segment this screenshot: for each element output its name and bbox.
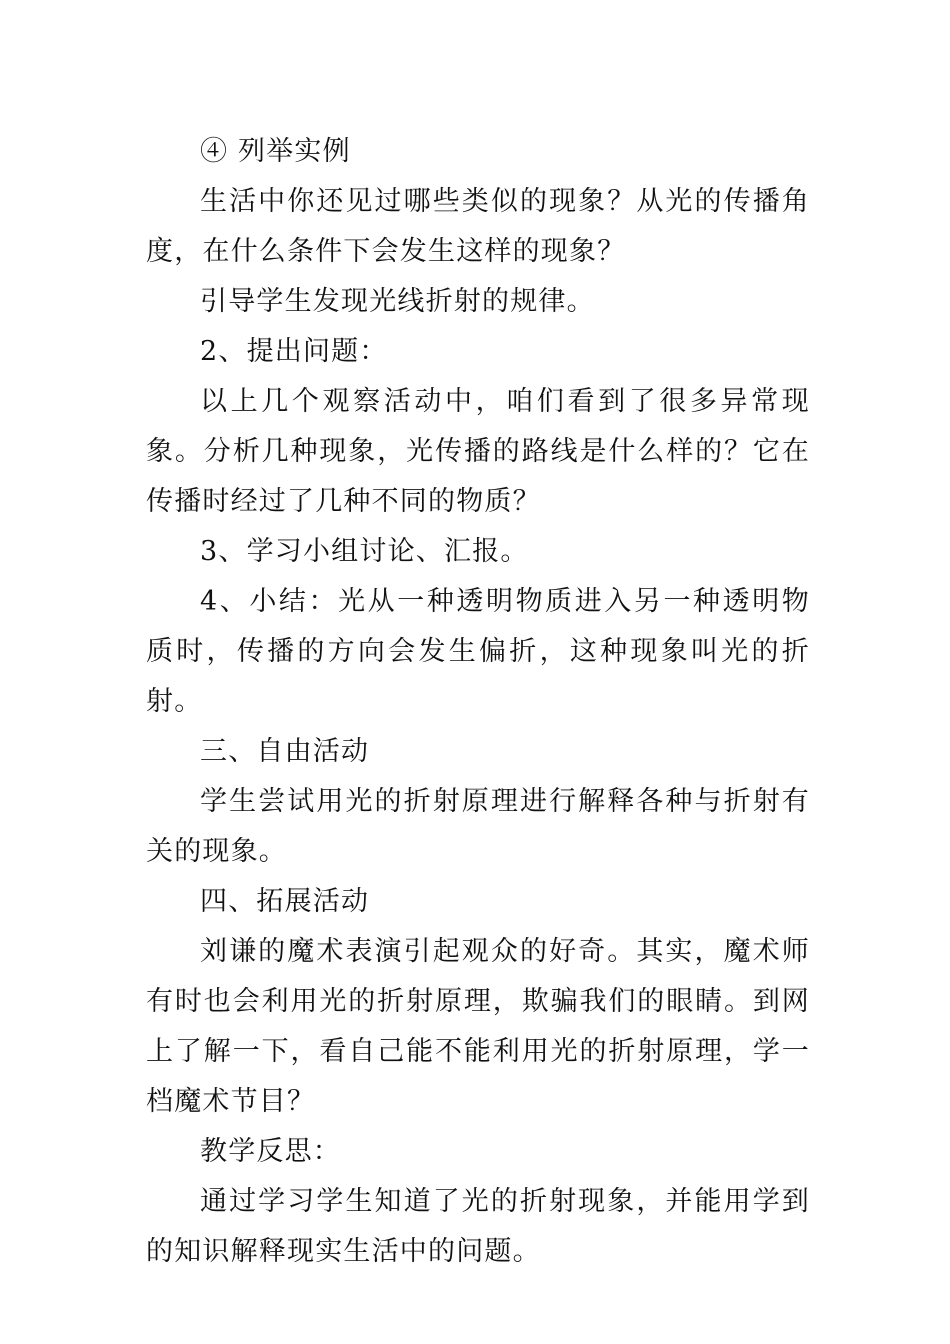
- body-paragraph: 生活中你还见过哪些类似的现象？从光的传播角度，在什么条件下会发生这样的现象？: [146, 186, 810, 267]
- body-paragraph: 4、小结：光从一种透明物质进入另一种透明物质时，传播的方向会发生偏折，这种现象叫光的折射。: [146, 586, 810, 717]
- body-paragraph: 刘谦的魔术表演引起观众的好奇。其实，魔术师有时也会利用光的折射原理，欺骗我们的眼睛。到网上了解一下，看自己能不能利用光的折射原理，学一档魔术节目？: [146, 936, 810, 1117]
- document-body: [146, 127, 810, 1277]
- step-heading: 2、提出问题：: [200, 336, 388, 367]
- body-paragraph: 学生尝试用光的折射原理进行解释各种与折射有关的现象。: [146, 786, 810, 867]
- section-heading: 四、拓展活动: [200, 886, 370, 917]
- body-paragraph: 引导学生发现光线折射的规律。: [200, 286, 595, 317]
- step-heading: 3、学习小组讨论、汇报。: [200, 536, 529, 567]
- body-paragraph: 以上几个观察活动中，咱们看到了很多异常现象。分析几种现象，光传播的路线是什么样的？它在传播时经过了几种不同的物质？: [146, 386, 810, 517]
- body-paragraph: 通过学习学生知道了光的折射现象，并能用学到的知识解释现实生活中的问题。: [146, 1186, 810, 1267]
- section-heading: 三、自由活动: [200, 736, 370, 767]
- section-heading: 教学反思：: [200, 1136, 341, 1167]
- list-item-heading: ④ 列举实例: [200, 136, 351, 167]
